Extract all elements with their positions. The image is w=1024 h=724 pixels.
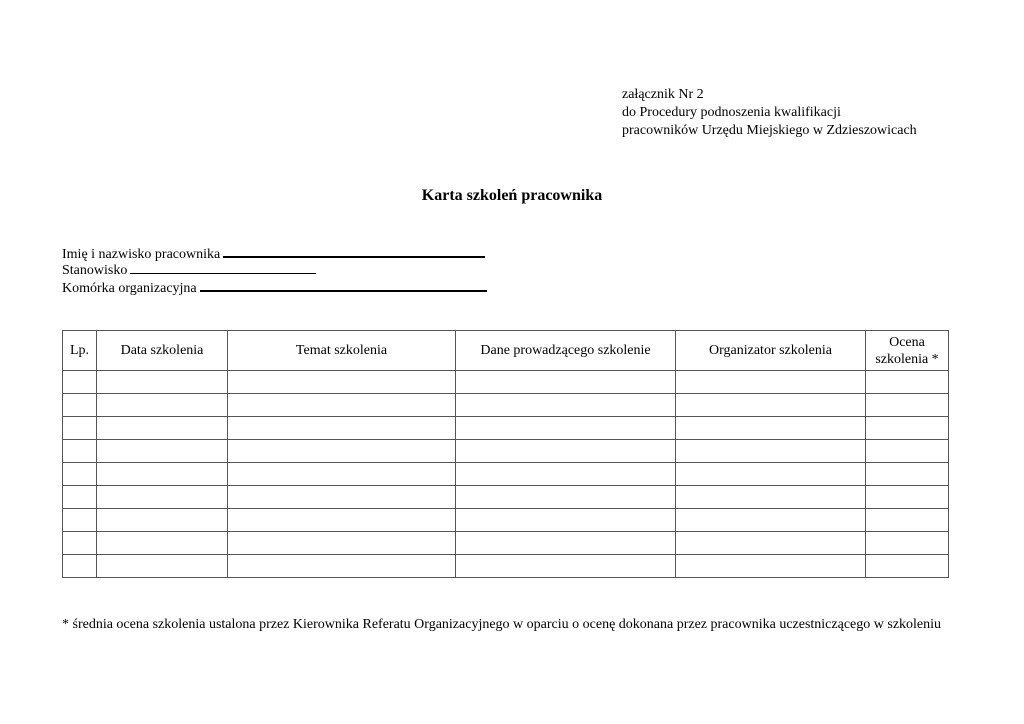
annex-line-2: do Procedury podnoszenia kwalifikacji xyxy=(622,105,841,120)
annex-line-3: pracowników Urzędu Miejskiego w Zdzieszowicach xyxy=(622,123,917,138)
table-cell[interactable] xyxy=(866,555,949,578)
table-cell[interactable] xyxy=(676,417,866,440)
table-cell[interactable] xyxy=(456,463,676,486)
table-cell[interactable] xyxy=(676,440,866,463)
table-cell[interactable] xyxy=(97,440,228,463)
table-cell[interactable] xyxy=(676,555,866,578)
table-cell[interactable] xyxy=(63,509,97,532)
header-lp: Lp. xyxy=(63,331,97,371)
table-row xyxy=(63,463,949,486)
table-row xyxy=(63,555,949,578)
table-cell[interactable] xyxy=(866,486,949,509)
table-cell[interactable] xyxy=(456,394,676,417)
table-cell[interactable] xyxy=(456,371,676,394)
field-label: Komórka organizacyjna xyxy=(62,281,197,296)
table-cell[interactable] xyxy=(866,394,949,417)
table-cell[interactable] xyxy=(866,532,949,555)
table-cell[interactable] xyxy=(63,463,97,486)
footnote: * średnia ocena szkolenia ustalona przez Kierownika Referatu Organizacyjnego w oparciu o ocenę dokonana przez pracownika uczestniczącego w szkoleniu xyxy=(62,617,942,632)
table-cell[interactable] xyxy=(228,394,456,417)
table-cell[interactable] xyxy=(676,486,866,509)
table-cell[interactable] xyxy=(676,532,866,555)
header-date: Data szkolenia xyxy=(97,331,228,371)
header-organizer: Organizator szkolenia xyxy=(676,331,866,371)
field-position xyxy=(62,260,487,277)
table-cell[interactable] xyxy=(456,440,676,463)
table-cell[interactable] xyxy=(456,417,676,440)
table-cell[interactable] xyxy=(97,371,228,394)
table-cell[interactable] xyxy=(456,555,676,578)
training-table xyxy=(62,330,949,578)
table-row xyxy=(63,486,949,509)
header-trainer: Dane prowadzącego szkolenie xyxy=(456,331,676,371)
table-cell[interactable] xyxy=(456,486,676,509)
table-cell[interactable] xyxy=(228,417,456,440)
table-row xyxy=(63,417,949,440)
table-header-row xyxy=(63,331,949,371)
table-row xyxy=(63,371,949,394)
table-row xyxy=(63,440,949,463)
table-cell[interactable] xyxy=(676,463,866,486)
table-cell[interactable] xyxy=(228,463,456,486)
table-cell[interactable] xyxy=(228,371,456,394)
table-cell[interactable] xyxy=(676,371,866,394)
table-cell[interactable] xyxy=(63,486,97,509)
table-cell[interactable] xyxy=(97,463,228,486)
table-cell[interactable] xyxy=(97,555,228,578)
table-cell[interactable] xyxy=(63,394,97,417)
table-row xyxy=(63,509,949,532)
table-cell[interactable] xyxy=(866,463,949,486)
field-label: Stanowisko xyxy=(62,263,128,278)
table-cell[interactable] xyxy=(63,555,97,578)
header-topic: Temat szkolenia xyxy=(228,331,456,371)
table-cell[interactable] xyxy=(866,417,949,440)
header-rating: Ocena szkolenia * xyxy=(866,331,949,371)
field-label: Imię i nazwisko pracownika xyxy=(62,247,221,262)
position-line[interactable] xyxy=(130,260,316,274)
table-cell[interactable] xyxy=(97,394,228,417)
table-body xyxy=(63,371,949,578)
table-cell[interactable] xyxy=(866,440,949,463)
table-cell[interactable] xyxy=(866,371,949,394)
document-title: Karta szkoleń pracownika xyxy=(421,187,603,204)
table-row xyxy=(63,394,949,417)
annex-header xyxy=(622,86,917,140)
table-cell[interactable] xyxy=(97,486,228,509)
table-cell[interactable] xyxy=(63,440,97,463)
table-cell[interactable] xyxy=(228,486,456,509)
table-cell[interactable] xyxy=(456,509,676,532)
table-cell[interactable] xyxy=(63,532,97,555)
employee-fields xyxy=(62,243,487,294)
table-cell[interactable] xyxy=(228,532,456,555)
field-employee-name xyxy=(62,243,487,260)
table-cell[interactable] xyxy=(676,509,866,532)
annex-line-1: załącznik Nr 2 xyxy=(622,87,704,102)
table-cell[interactable] xyxy=(228,555,456,578)
table-cell[interactable] xyxy=(866,509,949,532)
employee-name-line[interactable] xyxy=(223,243,485,258)
table-row xyxy=(63,532,949,555)
table-cell[interactable] xyxy=(228,509,456,532)
table-cell[interactable] xyxy=(97,417,228,440)
table-cell[interactable] xyxy=(63,371,97,394)
table-cell[interactable] xyxy=(676,394,866,417)
table-cell[interactable] xyxy=(228,440,456,463)
org-unit-line[interactable] xyxy=(200,277,487,292)
table-cell[interactable] xyxy=(63,417,97,440)
table-cell[interactable] xyxy=(97,509,228,532)
table-cell[interactable] xyxy=(456,532,676,555)
field-org-unit xyxy=(62,277,487,294)
table-cell[interactable] xyxy=(97,532,228,555)
